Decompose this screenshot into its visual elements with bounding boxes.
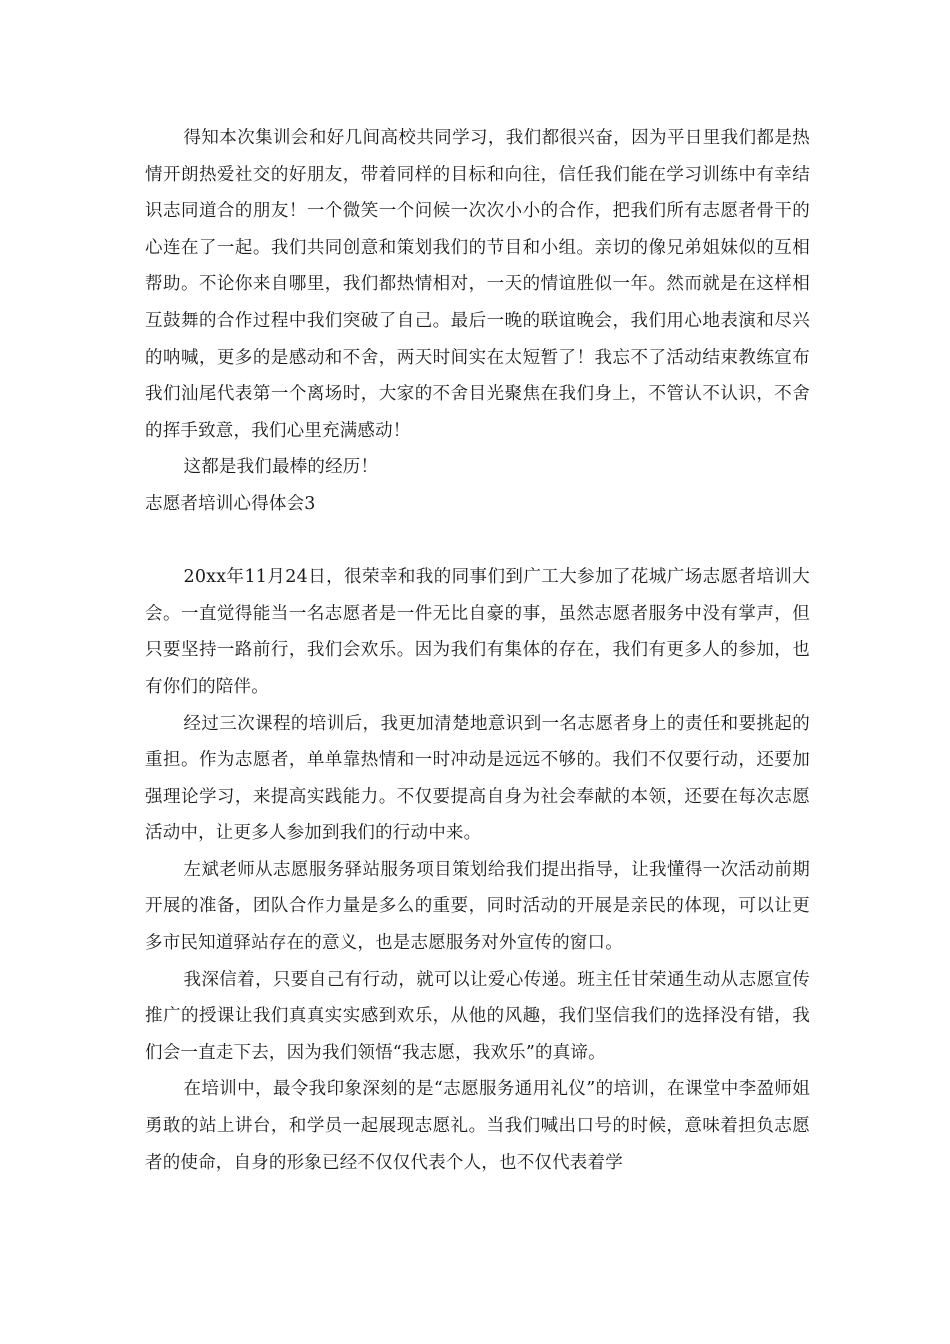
paragraph: 这都是我们最棒的经历！ <box>183 457 379 478</box>
paragraph: 在培训中，最令我印象深刻的是“志愿服务通用礼仪”的培训，在课堂中李盈师姐勇敢的站上讲台，和学员一起展现志愿礼。当我们喊出口号的时候，意味着担负志愿者的使命，自身的形象已经不仅仅代表个人，也不仅代表着学 <box>145 1079 810 1173</box>
paragraph: 20xx年11月24日，很荣幸和我的同事们到广工大参加了花城广场志愿者培训大会。一直觉得能当一名志愿者是一件无比自豪的事，虽然志愿者服务中没有掌声，但只要坚持一路前行，我们会欢乐。因为我们有集体的存在，我们有更多人的参加，也有你们的陪伴。 <box>145 567 810 697</box>
blank-line <box>145 523 810 560</box>
paragraph: 左斌老师从志愿服务驿站服务项目策划给我们提出指导，让我懂得一次活动前期开展的准备，团队合作力量是多么的重要，同时活动的开展是亲民的体现，可以让更多市民知道驿站存在的意义，也是志愿服务对外宣传的窗口。 <box>145 859 810 954</box>
paragraph: 我深信着，只要自己有行动，就可以让爱心传递。班主任甘荣通生动从志愿宣传推广的授课让我们真真实实感到欢乐，从他的风趣，我们坚信我们的选择没有错，我们会一直走下去，因为我们领悟“我志愿，我欢乐”的真谛。 <box>145 969 810 1063</box>
section-heading: 志愿者培训心得体会3 <box>145 493 316 514</box>
document-body <box>145 120 810 1181</box>
paragraph: 得知本次集训会和好几间高校共同学习，我们都很兴奋，因为平日里我们都是热情开朗热爱社交的好朋友，带着同样的目标和向往，信任我们能在学习训练中有幸结识志同道合的朋友！一个微笑一个问候一次次小小的合作，把我们所有志愿者骨干的心连在了一起。我们共同创意和策划我们的节目和小组。亲切的像兄弟姐妹似的互相帮助。不论你来自哪里，我们都热情相对，一天的情谊胜似一年。然而就是在这样相互鼓舞的合作过程中我们突破了自己。最后一晚的联谊晚会，我们用心地表演和尽兴的呐喊，更多的是感动和不舍，两天时间实在太短暂了！我忘不了活动结束教练宣布我们汕尾代表第一个离场时，大家的不舍目光聚焦在我们身上，不管认不认识，不舍的挥手致意，我们心里充满感动！ <box>145 128 810 441</box>
paragraph: 经过三次课程的培训后，我更加清楚地意识到一名志愿者身上的责任和要挑起的重担。作为志愿者，单单靠热情和一时冲动是远远不够的。我们不仅要行动，还要加强理论学习，来提高实践能力。不仅要提高自身为社会奉献的本领，还要在每次志愿活动中，让更多人参加到我们的行动中来。 <box>145 713 810 844</box>
